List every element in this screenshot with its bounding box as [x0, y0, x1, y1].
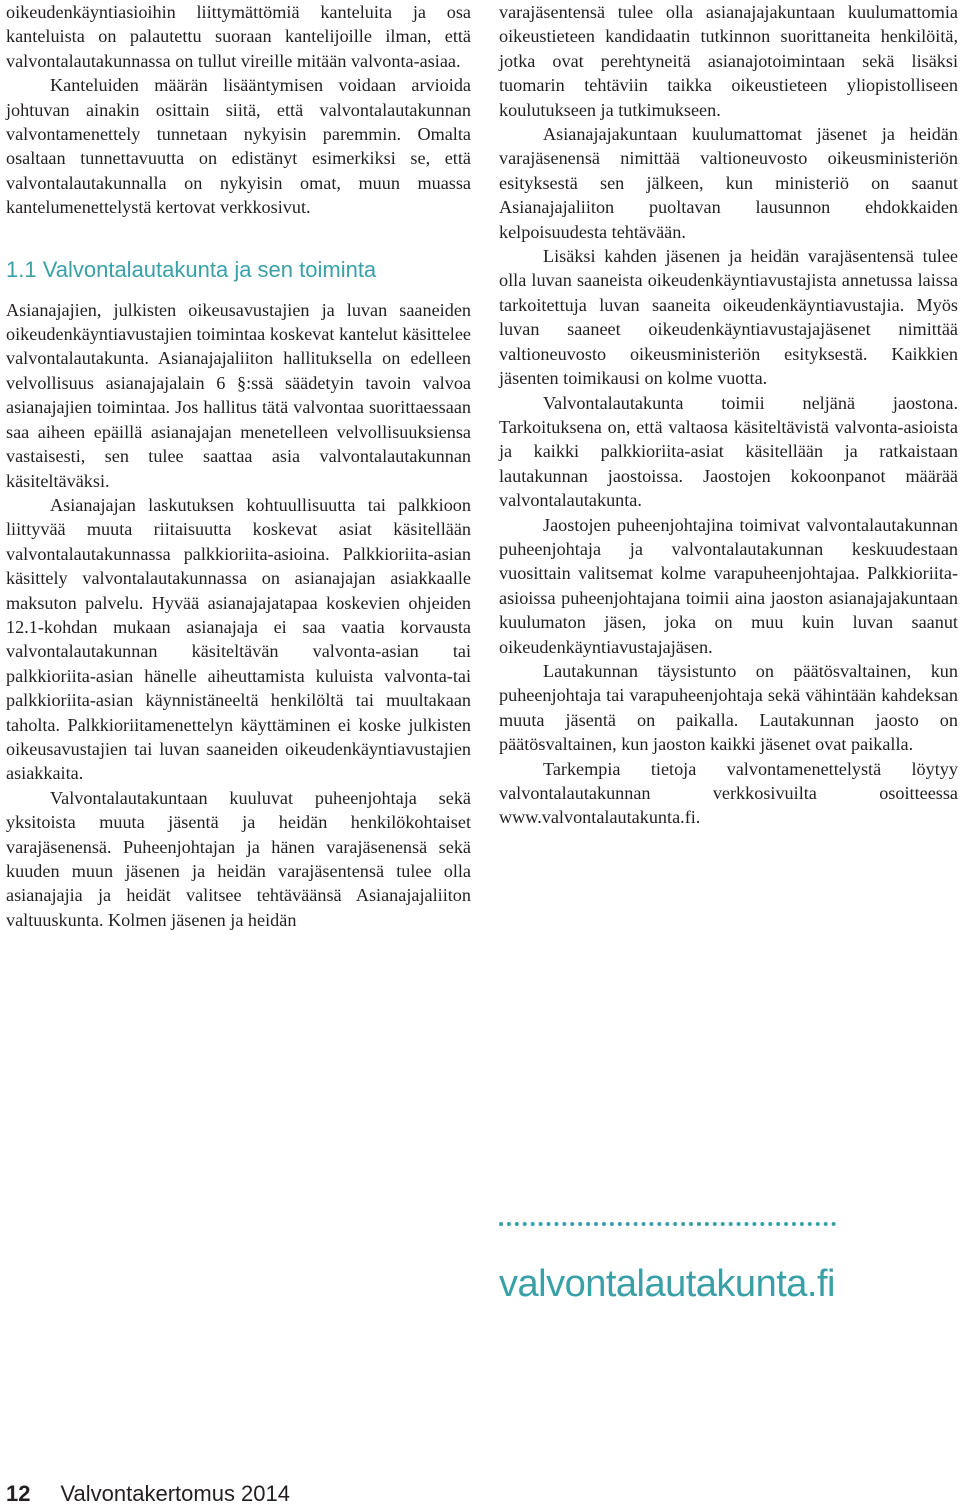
website-link[interactable]: valvontalautakunta.fi — [499, 1263, 835, 1305]
dotted-divider — [499, 1222, 836, 1226]
page-footer — [6, 1481, 290, 1507]
publication-title: Valvontakertomus 2014 — [60, 1481, 290, 1506]
section-heading: 1.1 Valvontalautakunta ja sen toiminta — [6, 256, 377, 282]
paragraph: Lisäksi kahden jäsenen ja heidän varajäsentensä tulee olla luvan saaneista oikeudenkäyntiavustajista annetussa laissa tarkoitettuja luvan saaneita oikeudenkäyntiavustajia. Myös luvan saaneet oikeudenkäyntiavustajajäsenet nimittää valtioneuvosto oikeusministeriön esityksestä. Kaikkien jäsenten toimikausi on kolme vuotta. — [499, 246, 958, 389]
paragraph: Asianajajien, julkisten oikeusavustajien ja luvan saaneiden oikeudenkäyntiavustajien toimintaa koskevat kantelut käsittelee valvontalautakunta. Asianajajaliiton hallituksella on edelleen velvollisuus asianajajalain 6 §:ssä säädetyin tavoin valvoa asianajajien toimintaa. Jos hallitus tätä valvontaa suorittaessaan saa aiheen epäillä asianajajan menetelleen velvollisuuksiensa vastaisesti, sen tulee saattaa asia valvontalautakunnan käsiteltäväksi. — [6, 299, 471, 491]
paragraph: Kanteluiden määrän lisääntymisen voidaan arvioida johtuvan ainakin osittain siitä, että valvontalautakunnan valvontamenettely tunnetaan nykyisin paremmin. Omalta osaltaan tunnettavuutta on edistänyt esimerkiksi se, että valvontalautakunnalla on nykyisin omat, muun muassa kantelumenettelystä kertovat verkkosivut. — [6, 75, 471, 218]
paragraph: oikeudenkäyntiasioihin liittymättömiä kanteluita ja osa kanteluista on palautettu suoraan kantelijoille ilman, että valvontalautakunnassa on tullut vireille mitään valvonta-asiaa. — [6, 2, 471, 71]
paragraph: Asianajajan laskutuksen kohtuullisuutta tai palkkioon liittyvää muuta riitaisuutta koskevat asiat käsitellään valvontalautakunnassa palkkioriita-asioina. Palkkioriita-asian käsittely valvontalautakunnassa on asianajajan asiakkaalle maksuton palvelu. Hyvää asianajajatapaa koskevien ohjeiden 12.1-kohdan mukaan asianajaja ei saa vaatia korvausta valvontalautakunnan käsiteltävän valvonta-asian tai palkkioriita-asian hänelle aiheuttamista kuluista valvonta-tai palkkioriita-asian käynnistäneeltä henkilöltä tai muultakaan taholta. Palkkioriitamenettelyn käyttäminen ei koske julkisten oikeusavustajien tai luvan saaneiden oikeudenkäyntiavustajien asiakkaita. — [6, 494, 471, 784]
paragraph: Valvontalautakunta toimii neljänä jaostona. Tarkoituksena on, että valtaosa käsiteltävistä valvonta-asioista ja kaikki palkkioriita-asiat käsitellään ja ratkaistaan lautakunnan jaostoissa. Jaostojen kokoonpanot määrää valvontalautakunta. — [499, 392, 958, 511]
paragraph: Tarkempia tietoja valvontamenettelystä löytyy valvontalautakunnan verkkosivuilta osoitteessa www.valvontalautakunta.fi. — [499, 758, 958, 828]
left-column — [6, 0, 471, 932]
paragraph: Jaostojen puheenjohtajina toimivat valvontalautakunnan puheenjohtaja ja valvontalautakunnan keskuudestaan vuosittain valitsemat kolme varapuheenjohtajaa. Palkkioriita-asioissa puheenjohtajana toimii aina jaoston asianajajakuntaan kuulumaton jäsen, joka on muu kuin luvan saanut oikeudenkäyntiavustajajäsen. — [499, 514, 958, 657]
paragraph: Asianajajakuntaan kuulumattomat jäsenet ja heidän varajäsenensä nimittää valtioneuvosto oikeusministeriön esityksestä sen jälkeen, kun ministeriö on saanut Asianajajaliiton puoltavan lausunnon ehdokkaiden kelpoisuudesta tehtävään. — [499, 124, 958, 242]
paragraph: Valvontalautakuntaan kuuluvat puheenjohtaja sekä yksitoista muuta jäsentä ja heidän henkilökohtaiset varajäsenensä. Puheenjohtajan ja hänen varajäsenensä sekä kuuden muun jäsenen ja heidän varajäsentensä tulee olla asianajajia ja heidät valitsee tehtäväänsä Asianajajaliiton valtuuskunta. Kolmen jäsenen ja heidän — [6, 787, 471, 930]
right-column — [499, 0, 958, 830]
paragraph: varajäsentensä tulee olla asianajajakuntaan kuulumattomia oikeustieteen kandidaatin tutkinnon suorittaneita henkilöitä, jotka ovat perehtyneitä asianajotoimintaan sekä lisäksi tuomarin tehtäviin taikka oikeustieteen yliopistolliseen koulutukseen ja tutkimukseen. — [499, 2, 958, 120]
paragraph: Lautakunnan täysistunto on päätösvaltainen, kun puheenjohtaja tai varapuheenjohtaja sekä vähintään kahdeksan muuta jäsentä on paikalla. Lautakunnan jaosto on päätösvaltainen, kun jaoston kaikki jäsenet ovat paikalla. — [499, 660, 958, 755]
page-number: 12 — [6, 1481, 31, 1506]
